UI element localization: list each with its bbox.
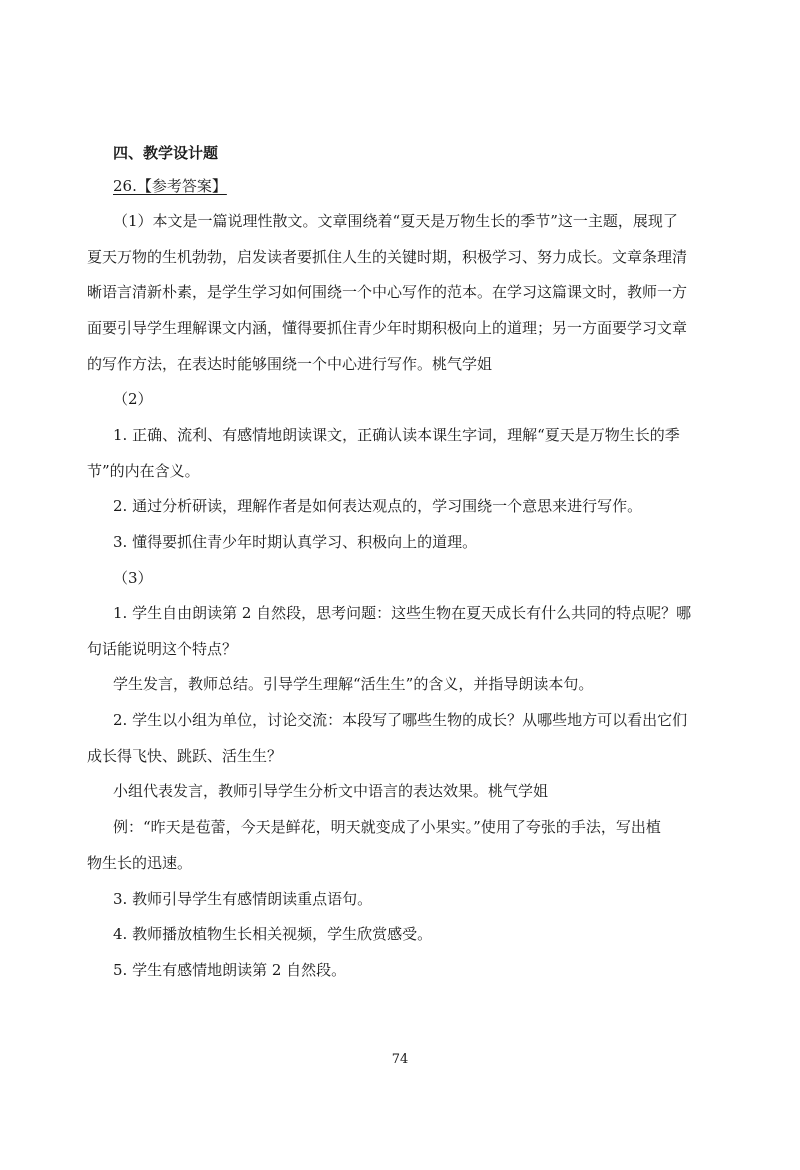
part1-line: 晰语言清新朴素，是学生学习如何围绕一个中心写作的范本。在学习这篇课文时，教师一方 (87, 283, 688, 301)
part2-line: 2. 通过分析研读，理解作者是如何表达观点的，学习围绕一个意思来进行写作。 (113, 497, 643, 515)
part3-line: 2. 学生以小组为单位，讨论交流：本段写了哪些生物的成长？从哪些地方可以看出它们 (113, 711, 688, 729)
part2-label: （2） (113, 390, 153, 408)
part3-line: 学生发言，教师总结。引导学生理解“活生生”的含义，并指导朗读本句。 (113, 675, 594, 693)
part3-line: 句话能说明这个特点？ (87, 640, 238, 658)
part2-line: 3. 懂得要抓住青少年时期认真学习、积极向上的道理。 (113, 533, 478, 551)
part3-line: 物生长的迅速。 (87, 854, 193, 872)
part3-line: 3. 教师引导学生有感情朗读重点语句。 (113, 890, 373, 908)
section-title: 四、教学设计题 (113, 144, 219, 162)
part2-line: 1. 正确、流利、有感情地朗读课文，正确认读本课生字词，理解“夏天是万物生长的季 (113, 426, 680, 444)
answer-label: 26.【参考答案】 (113, 177, 227, 195)
part3-line: 成长得飞快、跳跃、活生生？ (87, 747, 283, 765)
part1-line: 的写作方法，在表达时能够围绕一个中心进行写作。桃气学姐 (87, 355, 493, 373)
part3-line: 5. 学生有感情地朗读第 2 自然段。 (113, 961, 347, 979)
part3-line: 小组代表发言，教师引导学生分析文中语言的表达效果。桃气学姐 (113, 782, 549, 800)
part1-line: （1）本文是一篇说理性散文。文章围绕着“夏天是万物生长的季节”这一主题，展现了 (113, 212, 678, 230)
part2-line: 节”的内在含义。 (87, 462, 200, 480)
part3-label: （3） (113, 569, 153, 587)
page-number: 74 (391, 1052, 409, 1067)
part3-line: 1. 学生自由朗读第 2 自然段，思考问题：这些生物在夏天成长有什么共同的特点呢？哪 (113, 604, 692, 622)
part1-line: 面要引导学生理解课文内涵，懂得要抓住青少年时期积极向上的道理；另一方面要学习文章 (87, 319, 688, 337)
part3-line: 4. 教师播放植物生长相关视频，学生欣赏感受。 (113, 925, 433, 943)
part1-line: 夏天万物的生机勃勃，启发读者要抓住人生的关键时期，积极学习、努力成长。文章条理清 (87, 248, 688, 266)
part3-line: 例：“昨天是苞蕾，今天是鲜花，明天就变成了小果实。”使用了夸张的手法，写出植 (113, 818, 661, 836)
